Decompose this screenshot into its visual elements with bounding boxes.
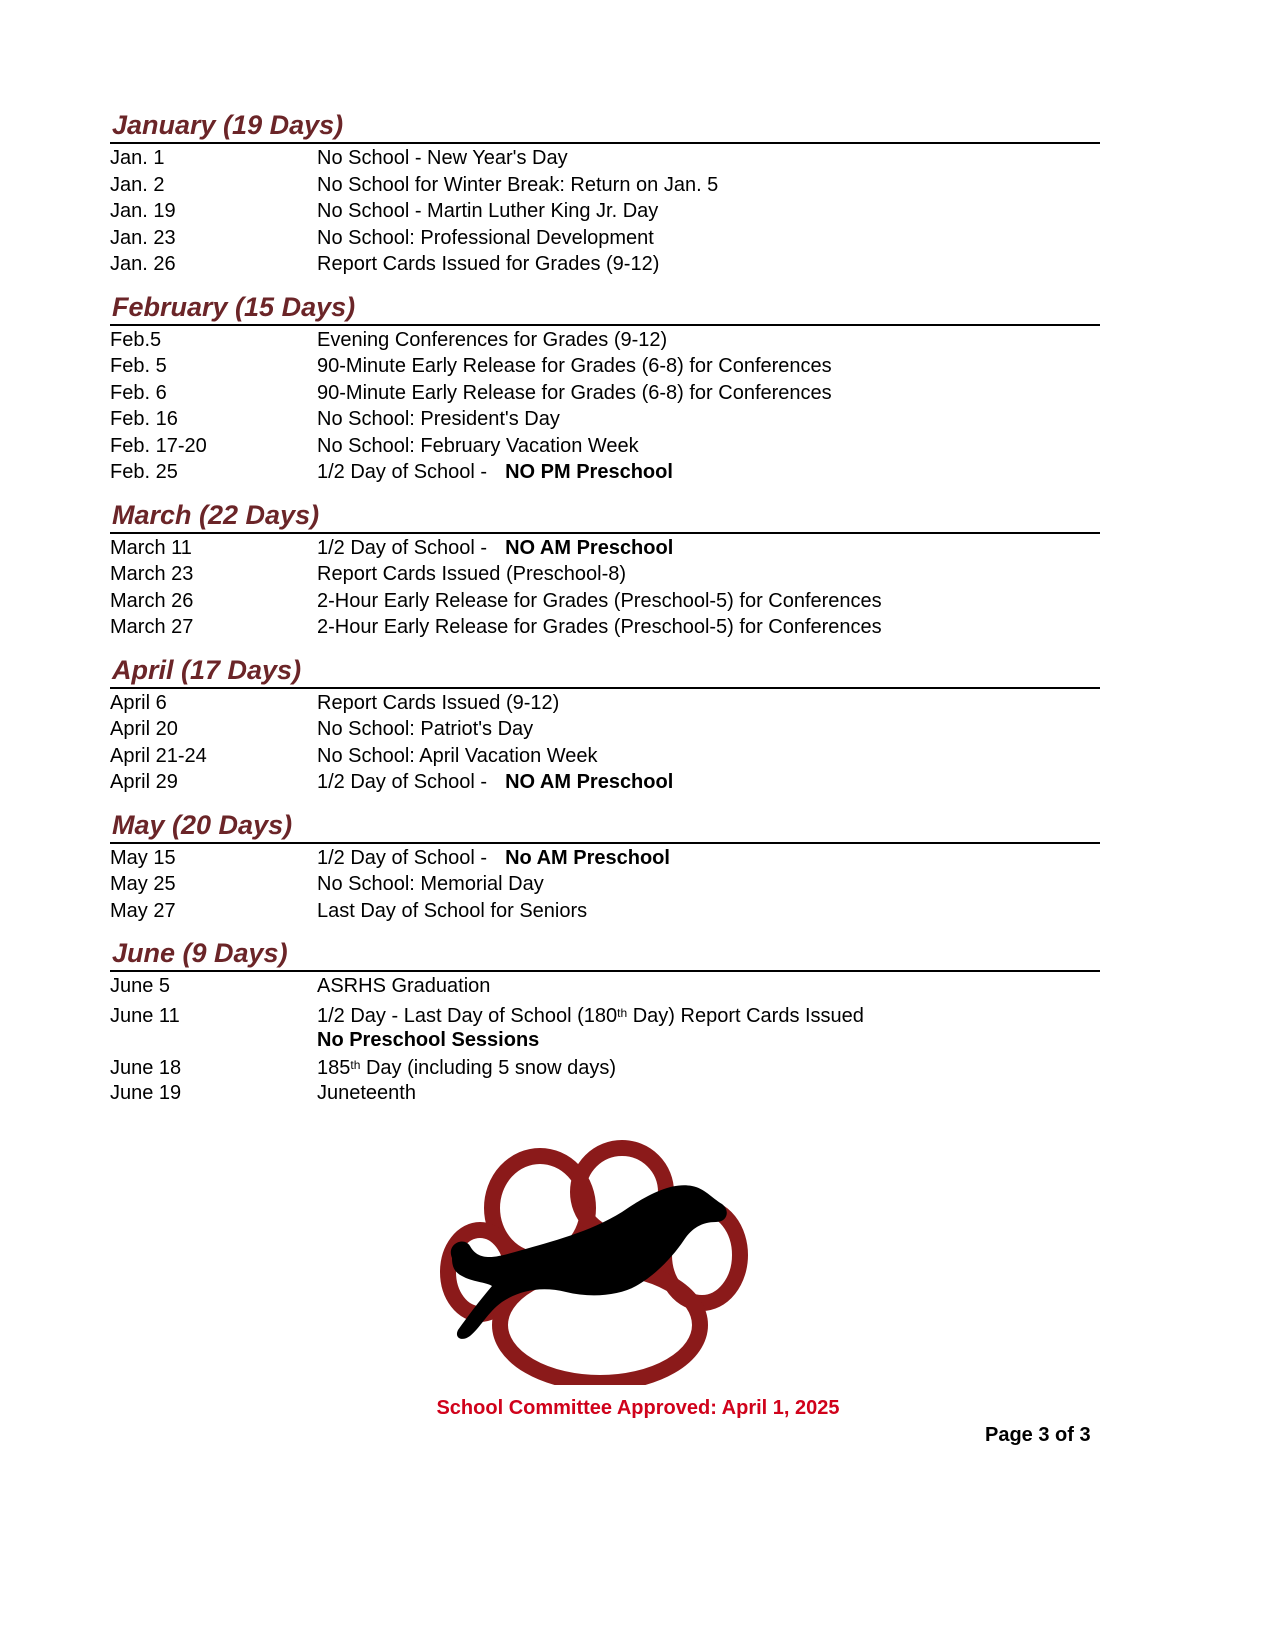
event-description xyxy=(317,1056,1100,1080)
event-date: Jan. 26 xyxy=(110,253,176,275)
months-list xyxy=(110,108,1100,924)
event-description xyxy=(317,614,1100,641)
event-bold-note: NO PM Preschool xyxy=(505,461,673,483)
event-row xyxy=(110,225,1100,252)
event-description xyxy=(317,535,1100,562)
event-text: No School: Memorial Day xyxy=(317,873,544,895)
event-description xyxy=(317,433,1100,460)
event-date: Jan. 2 xyxy=(110,173,165,196)
event-date: Feb. 16 xyxy=(110,408,178,430)
event-description xyxy=(317,406,1100,433)
approval-note: School Committee Approved: April 1, 2025 xyxy=(436,1397,840,1419)
event-description xyxy=(317,871,1100,898)
event-row xyxy=(110,172,1100,199)
event-row xyxy=(110,198,1100,225)
event-date: March 27 xyxy=(110,616,194,638)
event-row xyxy=(110,1000,1100,1052)
event-description xyxy=(317,353,1100,380)
event-text: No School: President's Day xyxy=(317,408,560,430)
event-row xyxy=(110,406,1100,433)
month-june xyxy=(110,936,1100,1106)
event-date: Feb. 5 xyxy=(110,355,167,377)
event-row xyxy=(110,353,1100,380)
event-description xyxy=(317,225,1100,252)
event-date: June 5 xyxy=(110,975,171,997)
event-date: June 19 xyxy=(110,1081,182,1104)
event-text: No School: February Vacation Week xyxy=(317,434,639,457)
event-text: Report Cards Issued (9-12) xyxy=(317,691,560,714)
event-description xyxy=(317,845,1100,872)
event-text: 185 xyxy=(317,1056,351,1079)
event-date: June 11 xyxy=(110,1004,180,1027)
month-section xyxy=(110,653,1100,796)
event-description xyxy=(317,690,1100,717)
event-date: April 20 xyxy=(110,718,178,740)
paw-print-panther-icon xyxy=(440,1140,770,1385)
event-date: March 11 xyxy=(110,536,192,559)
event-row xyxy=(110,743,1100,770)
event-row xyxy=(110,459,1100,486)
event-row xyxy=(110,769,1100,796)
event-row xyxy=(110,327,1100,354)
month-section xyxy=(110,808,1100,925)
month-title: June (9 Days) xyxy=(110,936,1100,972)
event-description xyxy=(317,561,1100,588)
event-bold-note: No AM Preschool xyxy=(505,846,670,869)
event-bold-note: NO AM Preschool xyxy=(505,536,674,559)
event-text: No School: Professional Development xyxy=(317,226,654,249)
event-row xyxy=(110,690,1100,717)
event-description xyxy=(317,716,1100,743)
event-text: Report Cards Issued (Preschool-8) xyxy=(317,563,627,585)
event-row xyxy=(110,145,1100,172)
event-row xyxy=(110,251,1100,278)
event-description xyxy=(317,459,1100,486)
superscript: th xyxy=(350,1057,361,1072)
event-text: No School - Martin Luther King Jr. Day xyxy=(317,200,659,222)
event-row xyxy=(110,871,1100,898)
event-date: March 26 xyxy=(110,589,194,612)
month-section xyxy=(110,290,1100,486)
event-text: Day) Report Cards Issued xyxy=(627,1004,864,1027)
event-row xyxy=(110,614,1100,641)
event-row xyxy=(110,433,1100,460)
event-date: June 18 xyxy=(110,1056,182,1079)
event-text: Evening Conferences for Grades (9-12) xyxy=(317,328,668,351)
event-date: March 23 xyxy=(110,563,194,585)
event-row xyxy=(110,973,1100,1000)
month-title: February (15 Days) xyxy=(110,290,1100,326)
month-title: March (22 Days) xyxy=(110,498,1100,534)
month-section xyxy=(110,498,1100,641)
event-date: Feb. 6 xyxy=(110,381,167,404)
event-text: 1/2 Day of School - xyxy=(317,461,488,483)
event-description xyxy=(317,172,1100,199)
event-text: No School - New Year's Day xyxy=(317,147,568,169)
event-description xyxy=(317,145,1100,172)
event-date: April 6 xyxy=(110,691,167,714)
event-bold-note: NO AM Preschool xyxy=(505,771,674,793)
event-text: 1/2 Day - Last Day of School (180 xyxy=(317,1004,618,1027)
event-description xyxy=(317,251,1100,278)
event-date: April 29 xyxy=(110,771,178,793)
event-text: 90-Minute Early Release for Grades (6-8) for Conferences xyxy=(317,381,832,404)
event-description xyxy=(317,743,1100,770)
event-description xyxy=(317,769,1100,796)
event-text: 1/2 Day of School - xyxy=(317,846,488,869)
event-text: Day (including 5 snow days) xyxy=(360,1056,617,1079)
event-text: No School: April Vacation Week xyxy=(317,744,598,767)
event-row xyxy=(110,561,1100,588)
event-date: April 21-24 xyxy=(110,744,207,767)
event-date: May 27 xyxy=(110,899,176,922)
superscript: th xyxy=(617,1005,628,1020)
event-text: 1/2 Day of School - xyxy=(317,536,488,559)
event-text: 90-Minute Early Release for Grades (6-8) for Conferences xyxy=(317,355,832,377)
event-description xyxy=(317,380,1100,407)
event-date: Jan. 1 xyxy=(110,147,165,169)
event-row xyxy=(110,845,1100,872)
event-description xyxy=(317,198,1100,225)
event-text: 2-Hour Early Release for Grades (Preschool-5) for Conferences xyxy=(317,589,882,612)
event-date: Feb. 25 xyxy=(110,461,178,483)
event-row xyxy=(110,898,1100,925)
event-date: Feb.5 xyxy=(110,328,162,351)
event-row xyxy=(110,380,1100,407)
event-description xyxy=(317,898,1100,925)
event-bold-note: No Preschool Sessions xyxy=(317,1028,540,1051)
month-section xyxy=(110,108,1100,278)
event-description xyxy=(317,588,1100,615)
event-text: No School for Winter Break: Return on Jan. 5 xyxy=(317,173,719,196)
event-text: 1/2 Day of School - xyxy=(317,771,488,793)
event-date: Jan. 19 xyxy=(110,200,176,222)
event-row xyxy=(110,588,1100,615)
month-title: April (17 Days) xyxy=(110,653,1100,689)
event-text: Last Day of School for Seniors xyxy=(317,899,588,922)
event-date: May 25 xyxy=(110,873,176,895)
event-text: Report Cards Issued for Grades (9-12) xyxy=(317,253,660,275)
event-text: 2-Hour Early Release for Grades (Preschool-5) for Conferences xyxy=(317,616,882,638)
event-description: Juneteenth xyxy=(317,1081,416,1104)
event-date: Feb. 17-20 xyxy=(110,434,207,457)
event-row xyxy=(110,716,1100,743)
event-description: ASRHS Graduation xyxy=(317,975,491,997)
event-date: Jan. 23 xyxy=(110,226,176,249)
calendar-page xyxy=(110,108,1100,1118)
page-number: Page 3 of 3 xyxy=(985,1424,1091,1446)
month-title: May (20 Days) xyxy=(110,808,1100,844)
event-row xyxy=(110,1080,1100,1107)
event-description xyxy=(317,1004,1100,1052)
month-title: January (19 Days) xyxy=(110,108,1100,144)
event-text: No School: Patriot's Day xyxy=(317,718,534,740)
event-row xyxy=(110,1052,1100,1080)
event-description xyxy=(317,327,1100,354)
event-row xyxy=(110,535,1100,562)
event-date: May 15 xyxy=(110,846,176,869)
